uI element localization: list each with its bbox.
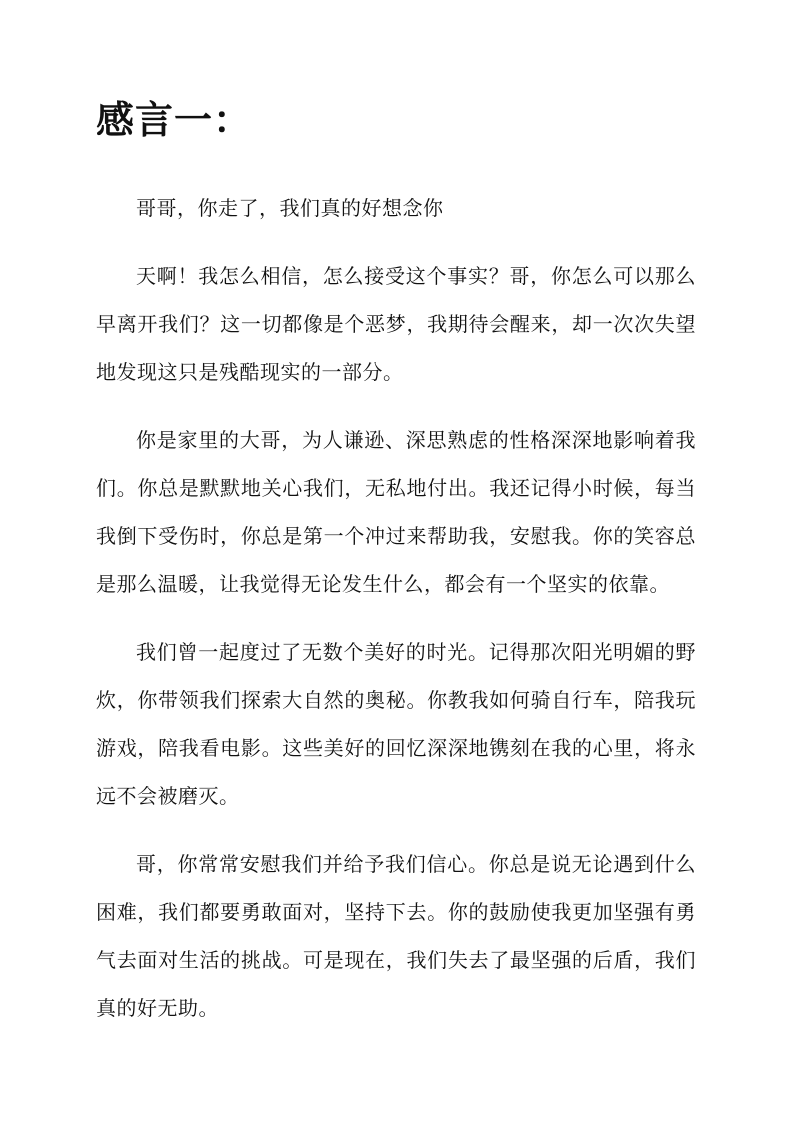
document-title: 感言一： — [96, 97, 253, 142]
document-body — [96, 184, 696, 1052]
paragraph-4: 我们曾一起度过了无数个美好的时光。记得那次阳光明媚的野炊，你带领我们探索大自然的奥秘。你教我如何骑自行车，陪我玩游戏，陪我看电影。这些美好的回忆深深地镌刻在我的心里，将永远不会被磨灭。 — [96, 640, 696, 808]
paragraph-1: 哥哥，你走了，我们真的好想念你 — [136, 196, 444, 220]
paragraph-2: 天啊！我怎么相信，怎么接受这个事实？哥，你怎么可以那么早离开我们？这一切都像是个恶梦，我期待会醒来，却一次次失望地发现这只是残酷现实的一部分。 — [96, 264, 696, 384]
paragraph-3: 你是家里的大哥，为人谦逊、深思熟虑的性格深深地影响着我们。你总是默默地关心我们，无私地付出。我还记得小时候，每当我倒下受伤时，你总是第一个冲过来帮助我，安慰我。你的笑容总是那么温暖，让我觉得无论发生什么，都会有一个坚实的依靠。 — [96, 428, 696, 596]
paragraph-5: 哥，你常常安慰我们并给予我们信心。你总是说无论遇到什么困难，我们都要勇敢面对，坚持下去。你的鼓励使我更加坚强有勇气去面对生活的挑战。可是现在，我们失去了最坚强的后盾，我们真的好无助。 — [96, 852, 696, 1020]
